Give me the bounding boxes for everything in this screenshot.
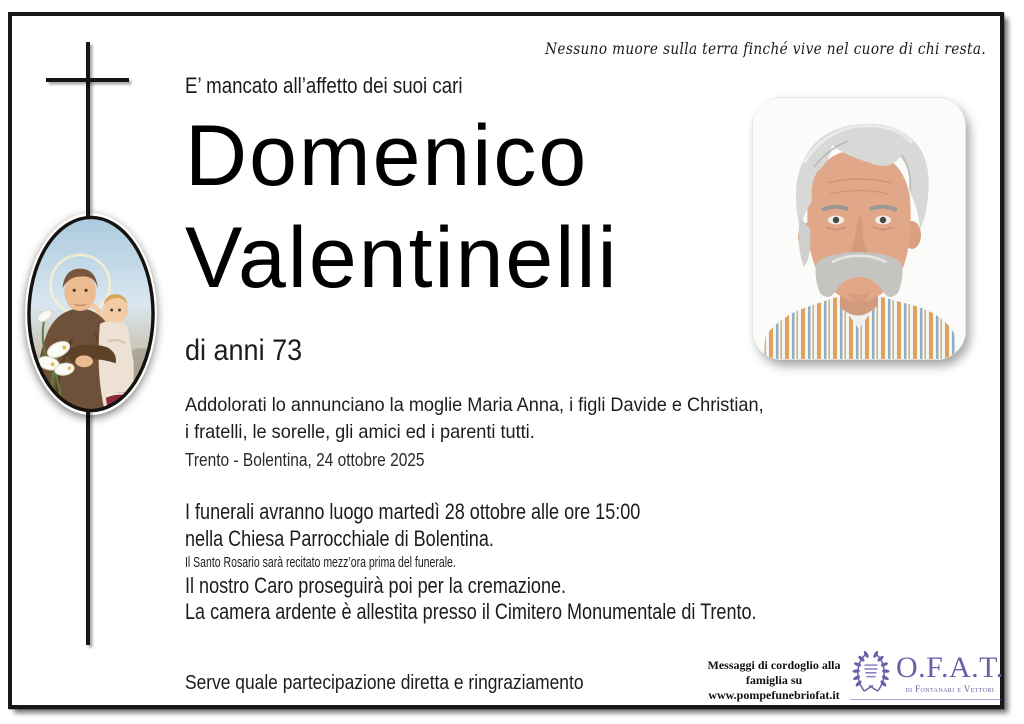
deceased-first-name: Domenico — [185, 108, 589, 204]
condolence-message — [688, 658, 860, 703]
deceased-name — [185, 105, 619, 309]
place-date-line: Trento - Bolentina, 24 ottobre 2025 — [185, 450, 425, 470]
family-line-2: i fratelli, le sorelle, gli amici ed i parenti tutti. — [185, 421, 535, 443]
obituary-card — [8, 12, 1004, 709]
logo-tagline: di Fontanari e Vettori — [905, 683, 995, 694]
intro-line: E’ mancato all’affetto dei suoi cari — [185, 73, 463, 98]
family-announcement — [185, 392, 764, 446]
logo-name: O.F.A.T. — [896, 650, 1004, 684]
condolence-line-1: Messaggi di cordoglio alla famiglia su — [707, 658, 841, 687]
funeral-line-1: I funerali avranno luogo martedì 28 ottobre alle ore 15:00 — [185, 499, 641, 524]
funeral-details — [185, 498, 882, 624]
cremation-line: Il nostro Caro proseguirà poi per la cremazione. — [185, 573, 567, 598]
participation-line: Serve quale partecipazione diretta e ringraziamento — [185, 672, 584, 694]
condolence-url: www.pompefunebriofat.it — [708, 688, 840, 702]
memorial-quote: Nessuno muore sulla terra finché vive nel cuore di chi resta. — [545, 40, 986, 58]
laurel-wreath-icon — [850, 650, 892, 696]
deceased-portrait-photo — [752, 97, 966, 360]
saint-anthony-oval-image — [25, 213, 157, 415]
deceased-last-name: Valentinelli — [185, 210, 619, 306]
camera-ardente-line: La camera ardente è allestita presso il Cimitero Monumentale di Trento. — [185, 598, 757, 624]
funeral-line-2: nella Chiesa Parrocchiale di Bolentina. — [185, 526, 494, 551]
cross-horizontal-bar — [46, 78, 129, 82]
age-line: di anni 73 — [185, 334, 303, 367]
logo-rule — [850, 699, 1002, 700]
family-line-1: Addolorati lo annunciano la moglie Maria Anna, i figli Davide e Christian, — [185, 394, 764, 416]
funeral-home-logo — [850, 650, 1002, 700]
rosary-line: Il Santo Rosario sarà recitato mezz’ora prima del funerale. — [185, 554, 456, 571]
